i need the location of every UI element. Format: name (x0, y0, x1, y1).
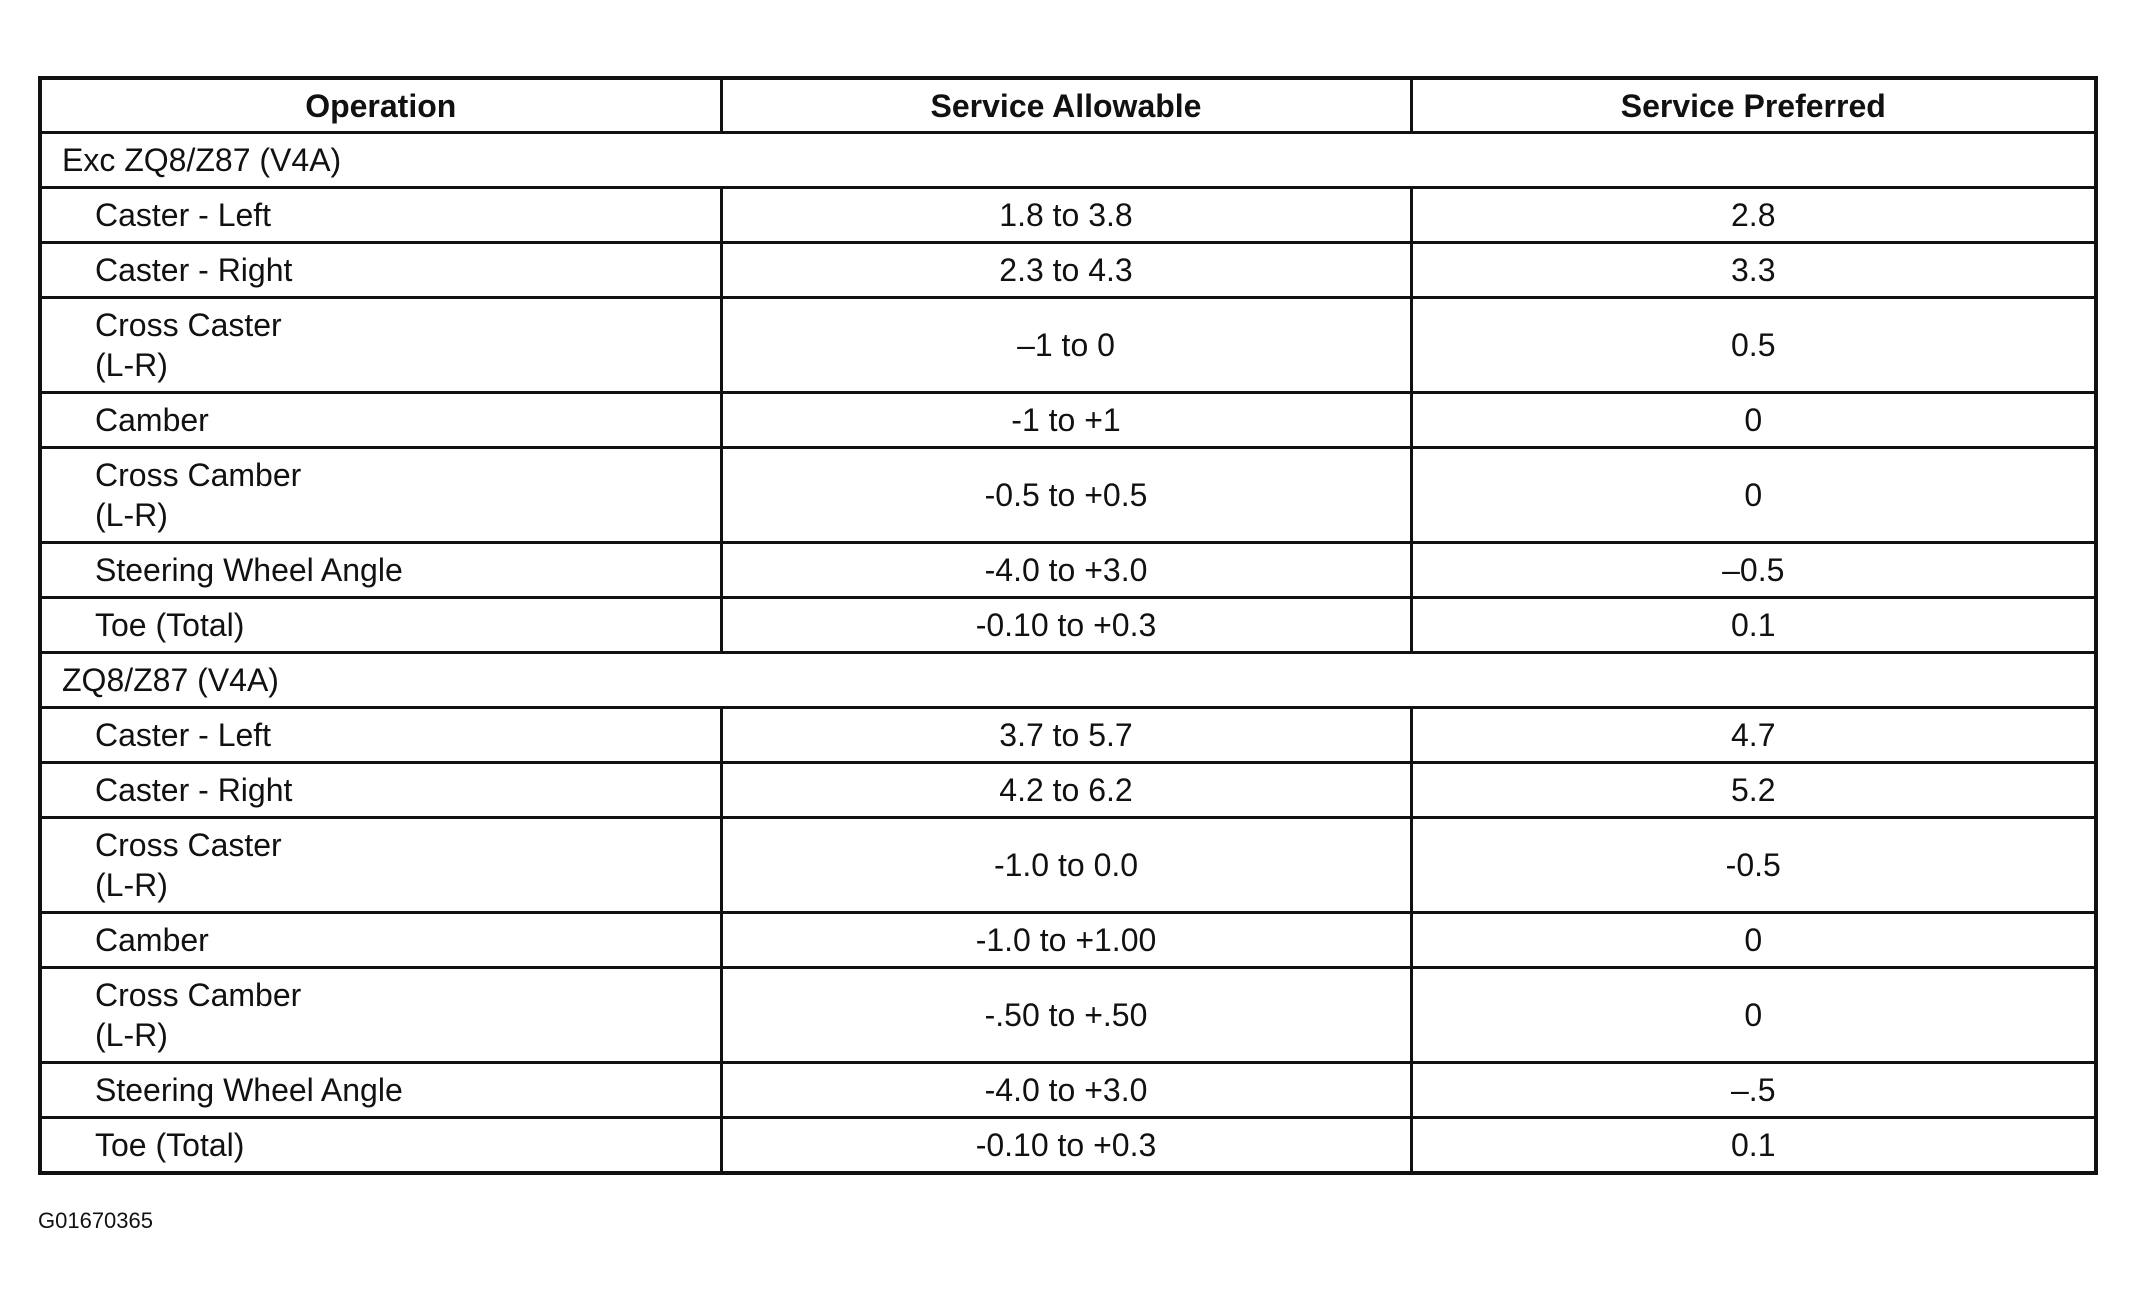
operation-cell (40, 1063, 721, 1118)
service-allowable-cell: 3.7 to 5.7 (721, 708, 1411, 763)
table-row (40, 818, 2096, 913)
service-allowable-cell: –1 to 0 (721, 298, 1411, 393)
service-preferred-cell: 3.3 (1411, 243, 2096, 298)
operation-text: (L-R) (95, 1017, 168, 1053)
service-preferred-cell: 0 (1411, 913, 2096, 968)
service-allowable-cell: -4.0 to +3.0 (721, 1063, 1411, 1118)
service-preferred-cell: 0 (1411, 968, 2096, 1063)
operation-text: (L-R) (95, 497, 168, 533)
table-row (40, 968, 2096, 1063)
service-preferred-cell: 4.7 (1411, 708, 2096, 763)
operation-text: (L-R) (95, 347, 168, 383)
service-allowable-cell: -1 to +1 (721, 393, 1411, 448)
service-preferred-cell: 5.2 (1411, 763, 2096, 818)
figure-id: G01670365 (38, 1208, 153, 1233)
service-allowable-cell: -.50 to +.50 (721, 968, 1411, 1063)
operation-text: Caster - Right (95, 252, 293, 288)
service-allowable-cell: -4.0 to +3.0 (721, 543, 1411, 598)
operation-text: Cross Caster (95, 307, 282, 343)
table-row (40, 298, 2096, 393)
service-preferred-cell: –0.5 (1411, 543, 2096, 598)
table-row (40, 1118, 2096, 1174)
table-row (40, 448, 2096, 543)
service-allowable-cell: -0.10 to +0.3 (721, 1118, 1411, 1174)
operation-cell (40, 763, 721, 818)
group-label: Exc ZQ8/Z87 (V4A) (40, 133, 2096, 188)
table-row (40, 543, 2096, 598)
group-row (40, 133, 2096, 188)
header-row (40, 78, 2096, 133)
service-preferred-cell: 0.1 (1411, 1118, 2096, 1174)
operation-cell (40, 1118, 721, 1174)
service-preferred-cell: -0.5 (1411, 818, 2096, 913)
operation-cell (40, 298, 721, 393)
service-allowable-cell: 4.2 to 6.2 (721, 763, 1411, 818)
operation-text: Caster - Left (95, 197, 272, 233)
operation-text: Steering Wheel Angle (95, 552, 403, 588)
service-allowable-cell: -1.0 to +1.00 (721, 913, 1411, 968)
operation-text: Camber (95, 922, 209, 958)
operation-cell (40, 393, 721, 448)
service-preferred-cell: 0.5 (1411, 298, 2096, 393)
operation-cell (40, 243, 721, 298)
group-row (40, 653, 2096, 708)
operation-cell (40, 913, 721, 968)
group-label: ZQ8/Z87 (V4A) (40, 653, 2096, 708)
operation-cell (40, 448, 721, 543)
service-preferred-cell: 0 (1411, 448, 2096, 543)
operation-cell (40, 543, 721, 598)
operation-cell (40, 968, 721, 1063)
table-row (40, 393, 2096, 448)
operation-text: Cross Caster (95, 827, 282, 863)
operation-text: Camber (95, 402, 209, 438)
service-allowable-cell: 1.8 to 3.8 (721, 188, 1411, 243)
header-service-allowable: Service Allowable (721, 78, 1411, 133)
operation-cell (40, 188, 721, 243)
operation-text: Cross Camber (95, 457, 302, 493)
table-body (40, 133, 2096, 1174)
operation-cell (40, 598, 721, 653)
operation-cell (40, 818, 721, 913)
operation-text: (L-R) (95, 867, 168, 903)
service-allowable-cell: -1.0 to 0.0 (721, 818, 1411, 913)
operation-text: Toe (Total) (95, 607, 245, 643)
service-allowable-cell: -0.10 to +0.3 (721, 598, 1411, 653)
table-header (40, 78, 2096, 133)
operation-text: Toe (Total) (95, 1127, 245, 1163)
table-row (40, 188, 2096, 243)
table-row (40, 1063, 2096, 1118)
table-row (40, 708, 2096, 763)
header-operation: Operation (40, 78, 721, 133)
operation-text: Cross Camber (95, 977, 302, 1013)
table-row (40, 913, 2096, 968)
service-preferred-cell: –.5 (1411, 1063, 2096, 1118)
operation-text: Caster - Left (95, 717, 272, 753)
alignment-spec-table (38, 76, 2098, 1175)
table-row (40, 243, 2096, 298)
service-preferred-cell: 2.8 (1411, 188, 2096, 243)
service-preferred-cell: 0 (1411, 393, 2096, 448)
operation-text: Steering Wheel Angle (95, 1072, 403, 1108)
operation-text: Caster - Right (95, 772, 293, 808)
operation-cell (40, 708, 721, 763)
table-row (40, 598, 2096, 653)
header-service-preferred: Service Preferred (1411, 78, 2096, 133)
service-allowable-cell: 2.3 to 4.3 (721, 243, 1411, 298)
table-row (40, 763, 2096, 818)
service-allowable-cell: -0.5 to +0.5 (721, 448, 1411, 543)
service-preferred-cell: 0.1 (1411, 598, 2096, 653)
